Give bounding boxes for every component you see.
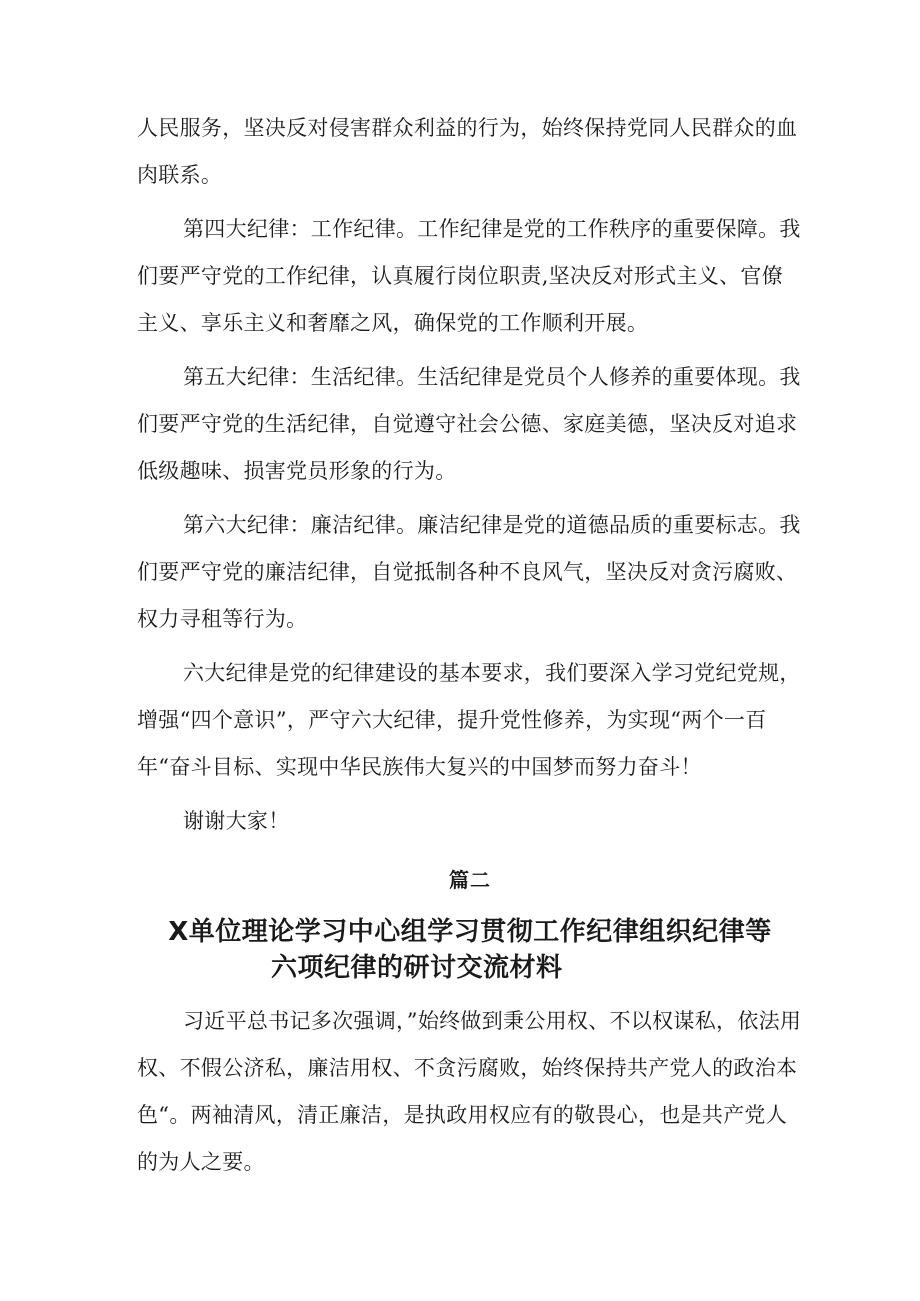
paragraph-thanks: 谢谢大家！ [183,809,290,833]
section-label: 篇二 [449,868,491,892]
paragraph-closing-service: 人民服务，坚决反对侵害群众利益的行为，始终保持党同人民群众的血肉联系。 [137,116,798,187]
document-title [137,914,803,986]
paragraph-summary: 六大纪律是党的纪律建设的基本要求，我们要深入学习党纪党规，增强“四个意识”，严守六大纪律，提升党性修养，为实现“两个一百年“奋斗目标、实现中华民族伟大复兴的中国梦而努力奋斗！ [137,661,801,779]
paragraph-opening-quote: 习近平总书记多次强调，”始终做到秉公用权、不以权谋私，依法用权、不假公济私，廉洁用权、不贪污腐败，始终保持共产党人的政治本色“。两袖清风，清正廉洁，是执政用权应有的敬畏心，也是共产党人的为人之要。 [137,1009,802,1174]
paragraph-integrity-discipline: 第六大纪律：廉洁纪律。廉洁纪律是党的道德品质的重要标志。我们要严守党的廉洁纪律，自觉抵制各种不良风气，坚决反对贪污腐败、权力寻租等行为。 [137,513,801,631]
title-line-2: 六项纪律的研讨交流材料 [271,953,563,983]
paragraph-life-discipline: 第五大纪律：生活纪律。生活纪律是党员个人修养的重要体现。我们要严守党的生活纪律，自觉遵守社会公德、家庭美德，坚决反对追求低级趣味、损害党员形象的行为。 [137,365,801,483]
document-body [137,105,803,1193]
paragraph-work-discipline: 第四大纪律：工作纪律。工作纪律是党的工作秩序的重要保障。我们要严守党的工作纪律，认真履行岗位职责,坚决反对形式主义、官僚主义、享乐主义和奢靡之风，确保党的工作顺利开展。 [137,217,801,335]
title-line-1: X单位理论学习中心组学习贯彻工作纪律组织纪律等 [168,917,772,947]
